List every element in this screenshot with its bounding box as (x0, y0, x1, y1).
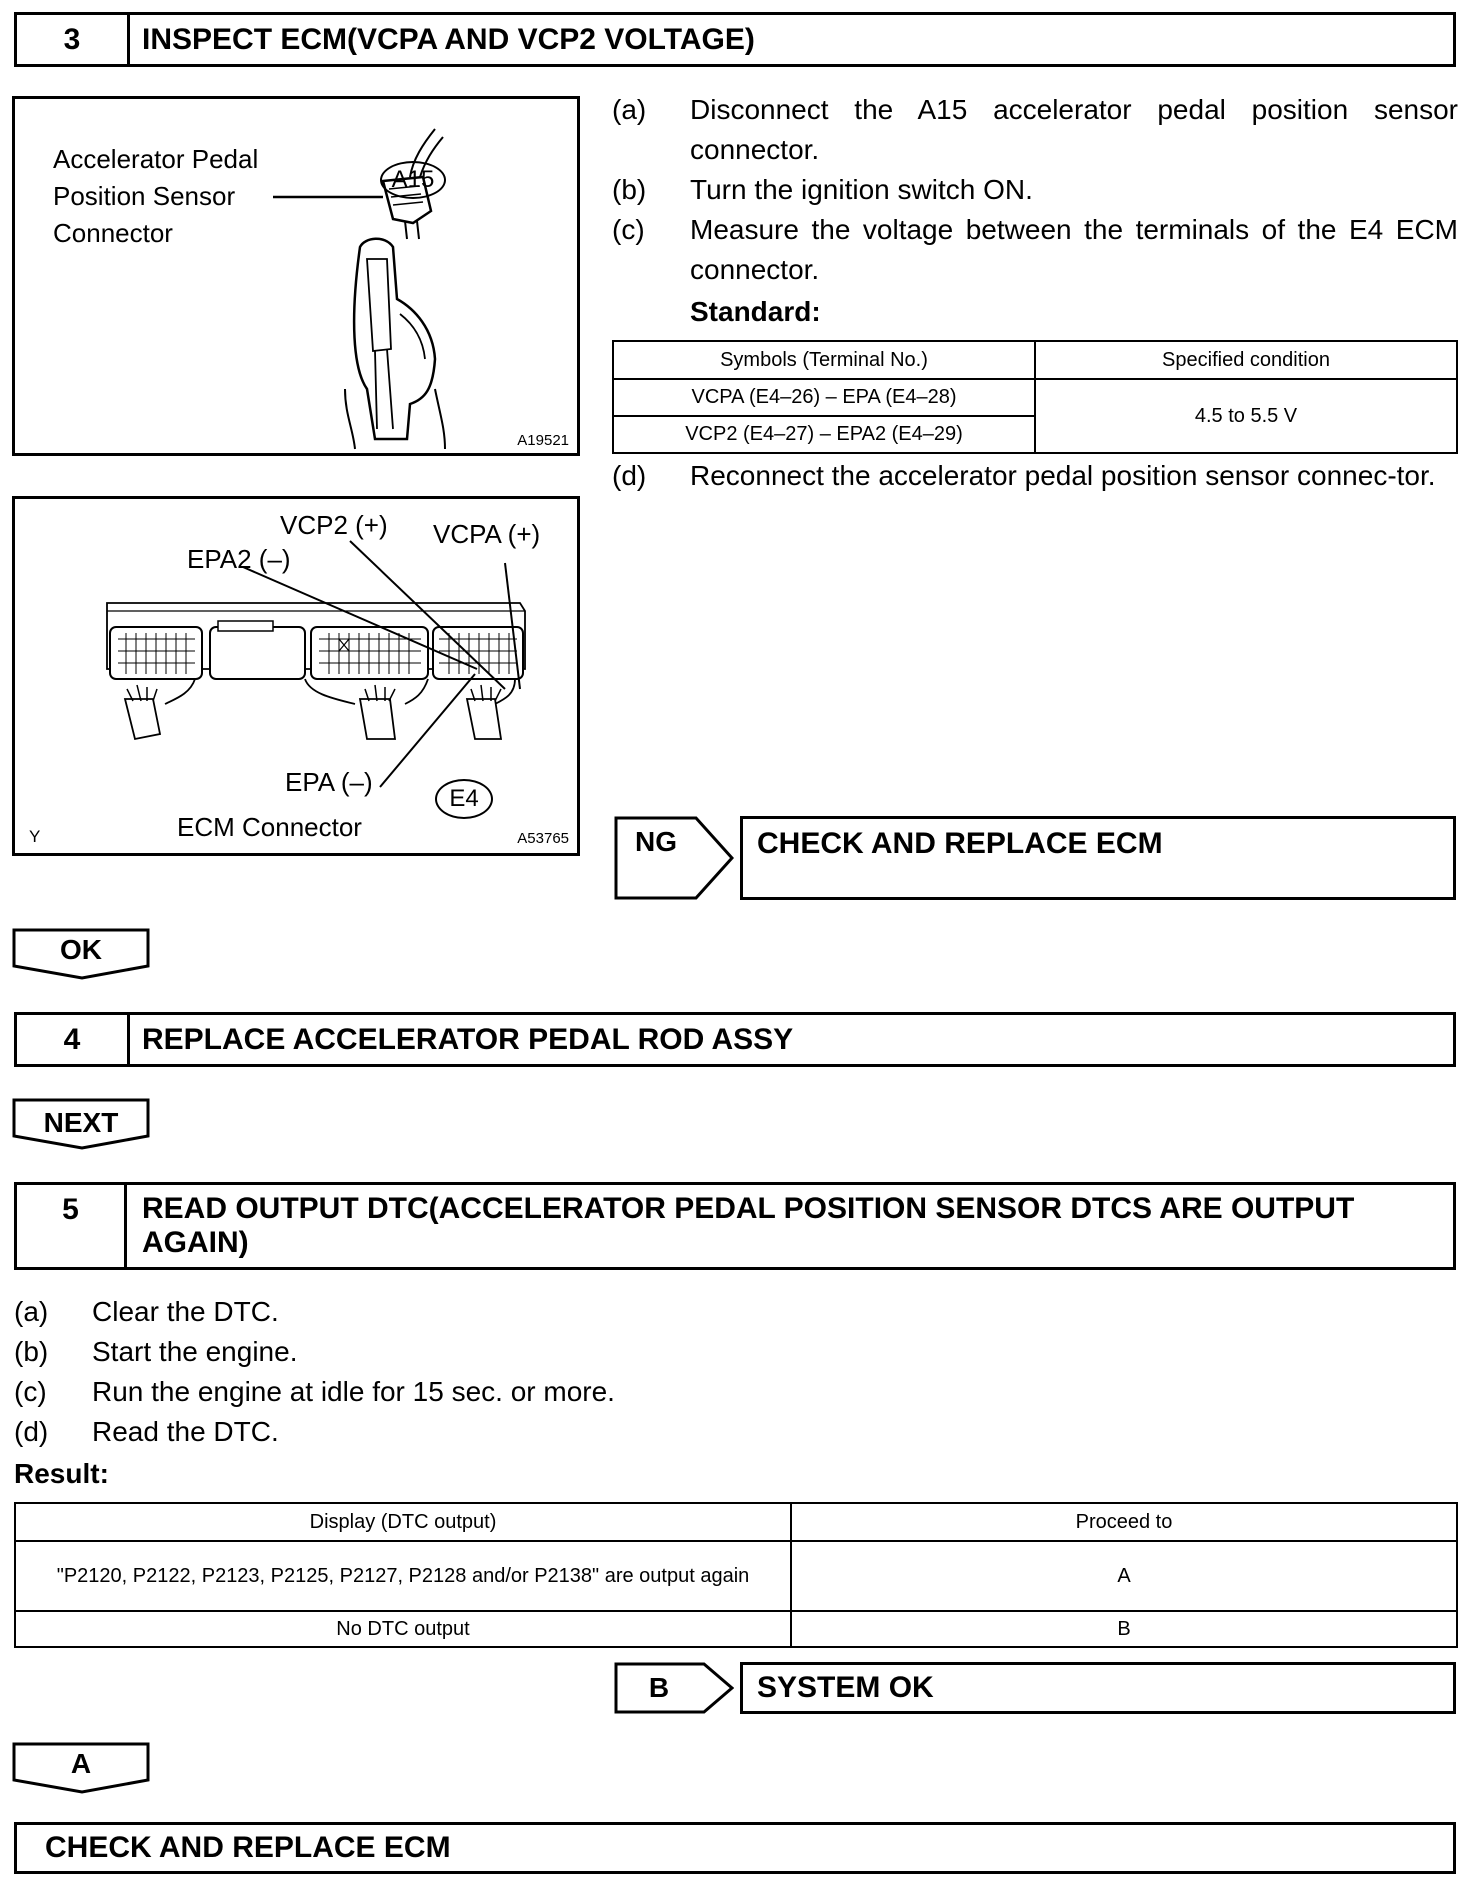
connector-tag-e4-text: E4 (449, 785, 479, 812)
step5-instruction-d-letter: (d) (14, 1416, 49, 1447)
figure2-corner-mark: Y (29, 827, 41, 846)
connector-tag-e4 (435, 779, 493, 819)
connector-tag-a15-text: A15 (391, 166, 435, 193)
step3-spec-table (612, 340, 1458, 454)
ok-tag (12, 928, 150, 980)
step5-instruction-b-letter: (b) (14, 1336, 49, 1367)
final-result-box (14, 1822, 1456, 1874)
ok-tag-text: OK (60, 934, 102, 965)
step5-number: 5 (17, 1185, 127, 1267)
b-tag-text: B (648, 1672, 670, 1703)
next-tag-text: NEXT (43, 1107, 119, 1138)
step5-instruction-a (14, 1292, 1014, 1332)
step3-instruction-c-letter: (c) (612, 214, 645, 245)
step3-instruction-c-text: Measure the voltage between the terminals of the E4 ECM connector. (690, 214, 1458, 285)
step3-instruction-b (612, 170, 1458, 210)
step5-title: READ OUTPUT DTC(ACCELERATOR PEDAL POSITION SENSOR DTCS ARE OUTPUT AGAIN) (142, 1192, 1355, 1259)
step3-header (14, 12, 1456, 67)
result-header-proceed: Proceed to (791, 1503, 1457, 1541)
label-vcp2: VCP2 (+) (280, 510, 388, 540)
b-result-text: SYSTEM OK (757, 1671, 934, 1704)
step3-instruction-a (612, 90, 1458, 170)
step3-instruction-a-text: Disconnect the A15 accelerator pedal position sensor connector. (690, 94, 1458, 165)
step3-instruction-d (612, 456, 1458, 536)
b-result-box (740, 1662, 1456, 1714)
step5-instruction-c (14, 1372, 1014, 1412)
b-tag (614, 1662, 734, 1714)
label-epa2: EPA2 (–) (187, 544, 291, 574)
result-row2-proceed: B (791, 1611, 1457, 1647)
step5-instruction-b (14, 1332, 1014, 1372)
step4-number: 4 (17, 1015, 130, 1064)
figure1-code: A19521 (517, 432, 569, 449)
ng-tag (614, 816, 734, 900)
spec-row1-symbols: VCPA (E4–26) – EPA (E4–28) (613, 379, 1035, 416)
sensor-connector-drawing (15, 99, 577, 453)
spec-value-voltage: 4.5 to 5.5 V (1035, 379, 1457, 453)
a-tag (12, 1742, 150, 1794)
ng-result-box (740, 816, 1456, 900)
spec-header-symbols: Symbols (Terminal No.) (613, 341, 1035, 379)
step5-instruction-a-text: Clear the DTC. (92, 1296, 279, 1327)
step3-instruction-d-letter: (d) (612, 460, 647, 491)
result-row1-proceed: A (791, 1541, 1457, 1611)
step5-instruction-d (14, 1412, 1014, 1452)
step4-header (14, 1012, 1456, 1067)
step4-title: REPLACE ACCELERATOR PEDAL ROD ASSY (142, 1022, 794, 1056)
result-row1-display: "P2120, P2122, P2123, P2125, P2127, P2128 and/or P2138" are output again (15, 1541, 791, 1611)
final-result-text: CHECK AND REPLACE ECM (45, 1831, 451, 1864)
step3-title: INSPECT ECM(VCPA AND VCP2 VOLTAGE) (142, 22, 755, 56)
spec-row2-symbols: VCP2 (E4–27) – EPA2 (E4–29) (613, 416, 1035, 453)
spec-header-condition: Specified condition (1035, 341, 1457, 379)
step5-instruction-d-text: Read the DTC. (92, 1416, 279, 1447)
step3-standard-label: Standard: (690, 296, 821, 327)
step5-header (14, 1182, 1456, 1270)
label-epa: EPA (–) (285, 767, 373, 797)
step3-instruction-b-letter: (b) (612, 174, 647, 205)
next-tag (12, 1098, 150, 1150)
figure-ecm-connector (12, 496, 580, 856)
step5-instruction-c-letter: (c) (14, 1376, 47, 1407)
step3-instruction-c (612, 210, 1458, 290)
ng-tag-text: NG (635, 826, 677, 857)
figure1-label-line3: Connector (53, 218, 173, 248)
result-row2-display: No DTC output (15, 1611, 791, 1647)
step5-result-table (14, 1502, 1458, 1648)
step3-instruction-a-letter: (a) (612, 94, 647, 125)
step3-number: 3 (17, 15, 130, 64)
figure-sensor-connector (12, 96, 580, 456)
step3-instruction-d-text: Reconnect the accelerator pedal position sensor connec-tor. (690, 460, 1436, 491)
label-vcpa: VCPA (+) (433, 519, 541, 549)
step5-instruction-b-text: Start the engine. (92, 1336, 298, 1367)
figure1-label-line2: Position Sensor (53, 181, 236, 211)
figure2-caption: ECM Connector (177, 812, 362, 842)
a-tag-text: A (70, 1748, 92, 1779)
ng-result-text: CHECK AND REPLACE ECM (757, 827, 1163, 860)
connector-tag-a15 (380, 161, 446, 199)
step5-result-label: Result: (14, 1458, 109, 1489)
figure2-code: A53765 (517, 830, 569, 847)
figure1-label-line1: Accelerator Pedal (53, 144, 259, 174)
step5-instruction-a-letter: (a) (14, 1296, 49, 1327)
step5-instruction-c-text: Run the engine at idle for 15 sec. or more. (92, 1376, 615, 1407)
result-header-display: Display (DTC output) (15, 1503, 791, 1541)
step3-instruction-b-text: Turn the ignition switch ON. (690, 174, 1033, 205)
